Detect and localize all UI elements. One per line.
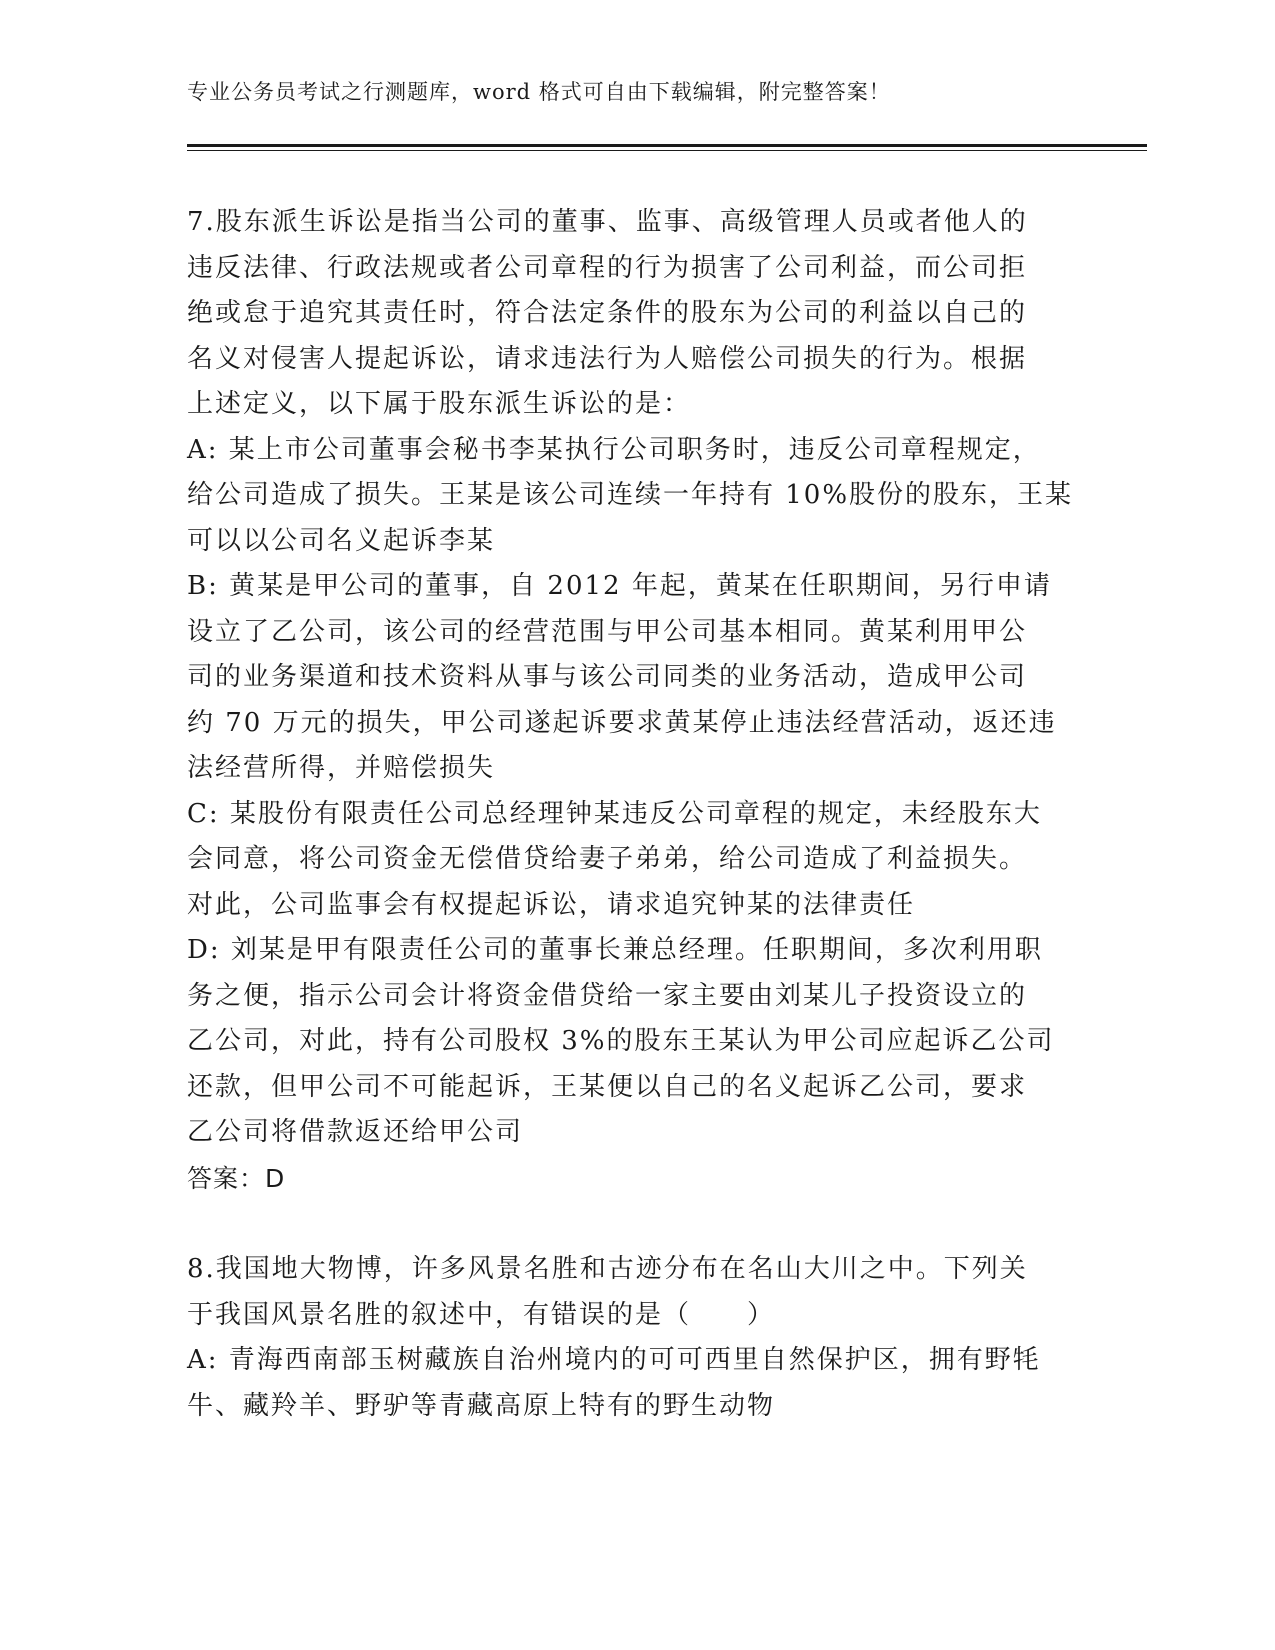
document-body <box>187 200 1077 1429</box>
option-line: 会同意，将公司资金无偿借贷给妻子弟弟，给公司造成了利益损失。 <box>187 844 1028 874</box>
stem-line: 上述定义，以下属于股东派生诉讼的是： <box>187 389 692 419</box>
option-line: 对此，公司监事会有权提起诉讼，请求追究钟某的法律责任 <box>187 889 916 920</box>
option-line: 设立了乙公司，该公司的经营范围与甲公司基本相同。黄某利用甲公 <box>187 616 1028 647</box>
option-b <box>187 564 1077 792</box>
stem-line: 7.股东派生诉讼是指当公司的董事、监事、高级管理人员或者他人的 <box>187 207 1028 237</box>
stem-line: 8.我国地大物博，许多风景名胜和古迹分布在名山大川之中。下列关 <box>187 1254 1028 1284</box>
question-8 <box>187 1247 1077 1429</box>
question-spacer <box>187 1201 1077 1247</box>
option-a <box>187 428 1077 565</box>
option-d <box>187 928 1077 1156</box>
option-line: 乙公司将借款返还给甲公司 <box>187 1117 524 1147</box>
question-stem <box>187 1247 1077 1338</box>
option-line: 可以以公司名义起诉李某 <box>187 525 496 556</box>
option-line: B: 黄某是甲公司的董事，自 2012 年起，黄某在任职期间，另行申请 <box>187 571 1052 601</box>
option-line: 乙公司，对此，持有公司股权 3%的股东王某认为甲公司应起诉乙公司 <box>187 1026 1055 1056</box>
answer-label: 答案：D <box>187 1163 286 1193</box>
question-7 <box>187 200 1077 1201</box>
option-line: C: 某股份有限责任公司总经理钟某违反公司章程的规定，未经股东大 <box>187 798 1042 829</box>
option-line: 约 70 万元的损失，甲公司遂起诉要求黄某停止违法经营活动，返还违 <box>187 707 1057 738</box>
option-line: 还款，但甲公司不可能起诉，王某便以自己的名义起诉乙公司，要求 <box>187 1071 1028 1102</box>
option-line: 法经营所得，并赔偿损失 <box>187 753 496 783</box>
stem-line: 于我国风景名胜的叙述中，有错误的是（ ） <box>187 1299 776 1330</box>
option-line: 司的业务渠道和技术资料从事与该公司同类的业务活动，造成甲公司 <box>187 662 1028 692</box>
header-divider <box>187 144 1147 147</box>
stem-line: 绝或怠于追究其责任时，符合法定条件的股东为公司的利益以自己的 <box>187 298 1028 328</box>
option-line: 给公司造成了损失。王某是该公司连续一年持有 10%股份的股东，王某 <box>187 480 1074 510</box>
question-stem <box>187 200 1077 428</box>
option-line: A: 某上市公司董事会秘书李某执行公司职务时，违反公司章程规定， <box>187 434 1041 465</box>
stem-line: 名义对侵害人提起诉讼，请求违法行为人赔偿公司损失的行为。根据 <box>187 343 1028 374</box>
option-line: 牛、藏羚羊、野驴等青藏高原上特有的野生动物 <box>187 1390 776 1421</box>
option-c <box>187 792 1077 929</box>
stem-line: 违反法律、行政法规或者公司章程的行为损害了公司利益，而公司拒 <box>187 252 1028 283</box>
option-line: 务之便，指示公司会计将资金借贷给一家主要由刘某儿子投资设立的 <box>187 980 1028 1011</box>
option-line: D: 刘某是甲有限责任公司的董事长兼总经理。任职期间，多次利用职 <box>187 935 1043 965</box>
option-a <box>187 1338 1077 1429</box>
option-line: A: 青海西南部玉树藏族自治州境内的可可西里自然保护区，拥有野牦 <box>187 1345 1041 1375</box>
page-header: 专业公务员考试之行测题库，word 格式可自由下载编辑，附完整答案！ <box>187 80 891 104</box>
